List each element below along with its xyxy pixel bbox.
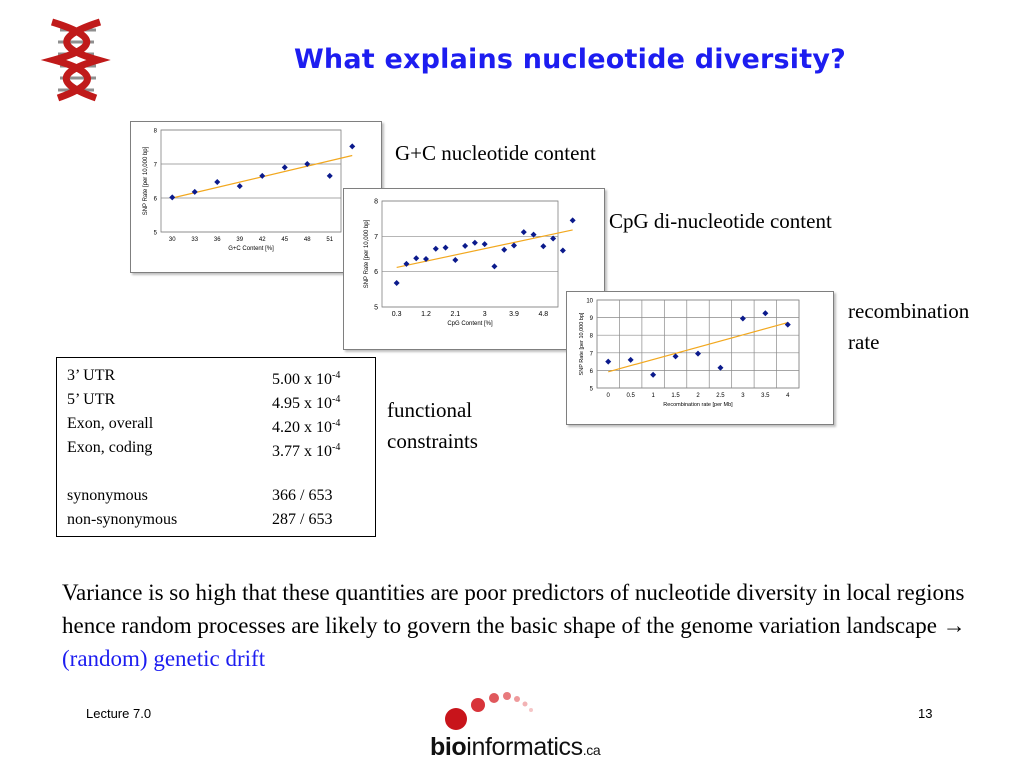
x-tick-label: 51 [326,237,334,243]
data-point [570,217,576,223]
slide-title: What explains nucleotide diversity? [293,44,847,75]
page-number: 13 [918,706,933,721]
y-tick-label: 8 [589,333,593,340]
x-tick-label: 2.5 [716,393,725,399]
x-tick-label: 1 [651,393,655,399]
y-axis-title: SNP Rate [per 10,000 bp] [143,146,149,216]
recombination-rate-label: recombination rate [848,299,970,354]
table-row: Exon, overall 4.20 x $10^{-4}$ [67,415,341,436]
y-tick-label: 9 [589,316,593,323]
bioinformatics-logo-dots [436,688,536,734]
plot-area [382,201,558,307]
x-tick-label: 4.8 [538,311,549,318]
x-tick-label: 3 [741,393,745,399]
y-tick-label: 5 [153,230,157,237]
bioinformatics-logo-text: bioinformatics.ca [430,733,601,761]
table-row: 5’ UTR 4.95 x $10^{-4}$ [67,391,341,412]
cpg-content-label: CpG di-nucleotide content [609,209,832,233]
x-axis-title: Recombination rate [per Mb] [663,402,733,408]
data-point [560,247,566,253]
y-tick-label: 5 [589,386,593,393]
y-tick-label: 5 [374,304,378,312]
gc-content-label: G+C nucleotide content [395,141,596,165]
x-tick-label: 3.5 [761,393,770,399]
table-row: non-synonymous 287 / 653 [67,511,333,528]
x-tick-label: 1.2 [421,311,431,318]
x-tick-label: 3 [482,311,487,318]
table-row: 3’ UTR 5.00 x $10^{-4}$ [67,367,341,388]
y-tick-label: 7 [153,162,157,169]
y-tick-label: 6 [374,269,378,277]
x-tick-label: 33 [191,237,199,243]
table-row: Exon, coding 3.77 x $10^{-4}$ [67,439,341,460]
x-tick-label: 0.5 [626,393,635,399]
x-axis-title: CpG Content [%] [447,321,493,327]
lecture-label: Lecture 7.0 [86,706,152,721]
y-tick-label: 10 [586,298,593,305]
x-tick-label: 39 [236,237,244,243]
plot-area [161,130,341,232]
conclusion-text: Variance is so high that these quantities are poor predictors of nucleotide diversity in local regions hence random processes are likely to govern the basic shape of the genome variation landscape → (random) genetic drift [62,580,966,671]
x-tick-label: 2.1 [450,311,461,318]
y-axis-title: SNP Rate [per 10,000 bp] [579,312,585,376]
x-tick-label: 0 [606,393,610,399]
arrow-right-icon: → [942,613,966,638]
y-axis-title: SNP Rate [per 10,000 bp] [364,219,370,289]
genetic-drift-text: (random) genetic drift [62,646,266,671]
x-tick-label: 0.3 [391,311,402,318]
x-tick-label: 1.5 [671,393,680,399]
y-tick-label: 8 [374,198,378,206]
x-tick-label: 30 [168,237,176,243]
y-tick-label: 8 [153,128,157,135]
x-tick-label: 36 [213,237,221,243]
dna-logo [38,18,116,102]
functional-constraints-table [56,357,376,537]
plot-area [597,300,799,388]
x-tick-label: 45 [281,237,289,243]
y-tick-label: 6 [153,196,157,203]
table-row: synonymous 366 / 653 [67,487,333,504]
functional-constraints-label: functional constraints [387,398,478,453]
x-axis-title: G+C Content [%] [228,246,274,252]
data-point [349,143,355,149]
y-tick-label: 6 [589,368,593,375]
x-tick-label: 2 [696,393,700,399]
x-tick-label: 4 [786,393,790,399]
x-tick-label: 3.9 [509,311,519,318]
y-tick-label: 7 [589,351,593,358]
recombination-rate-chart [566,291,834,425]
x-tick-label: 48 [303,237,311,243]
x-tick-label: 42 [258,237,266,243]
y-tick-label: 7 [374,233,378,241]
